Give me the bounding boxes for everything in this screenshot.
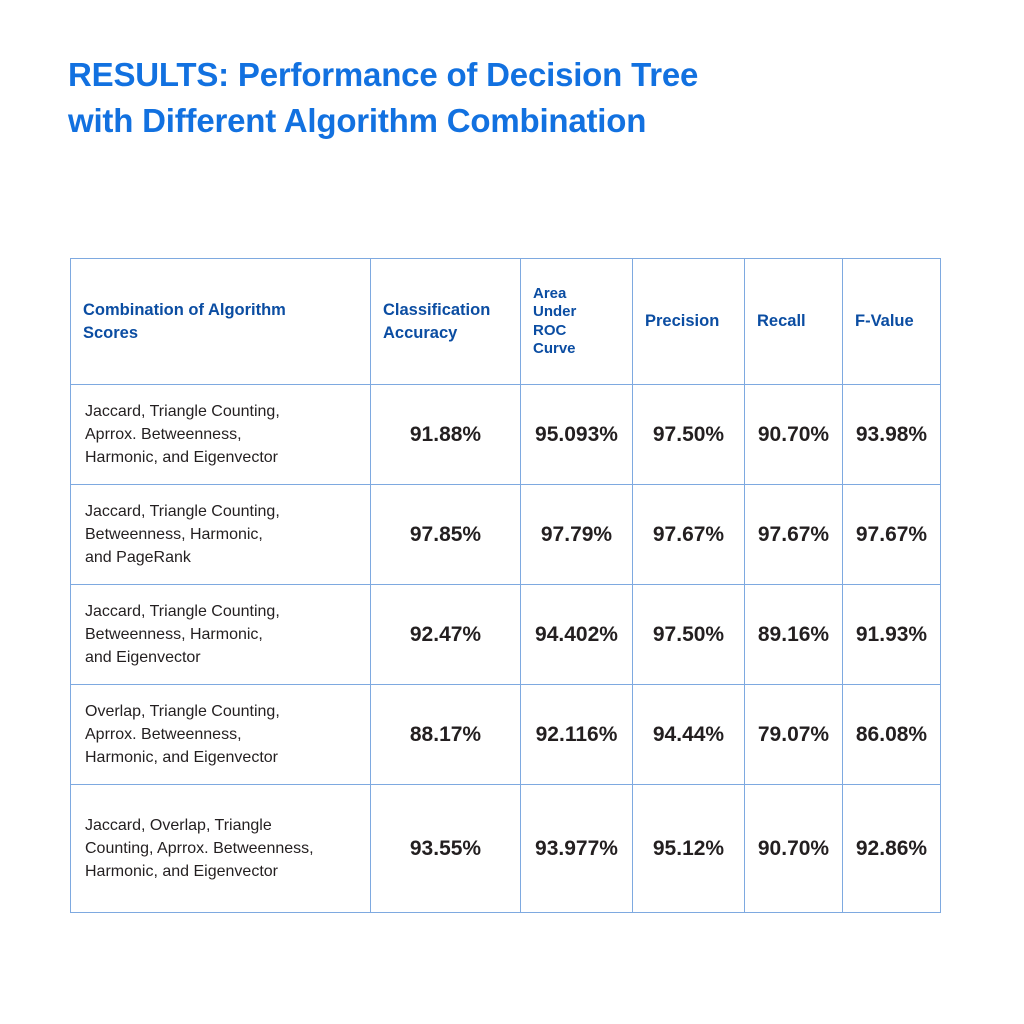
cell-fvalue: 93.98%	[843, 385, 941, 485]
column-header-auc-line-4: Curve	[533, 339, 576, 357]
cell-auc: 95.093%	[521, 385, 633, 485]
column-header-auc-line-1: Area	[533, 284, 567, 302]
table-body	[71, 385, 941, 913]
column-header-auc-line-2: Under	[533, 303, 577, 321]
row-label-line: Harmonic, and Eigenvector	[85, 863, 278, 881]
row-label-line: Counting, Aprrox. Betweenness,	[85, 839, 314, 857]
cell-fvalue: 91.93%	[843, 585, 941, 685]
row-label	[71, 785, 371, 913]
results-table-container	[70, 258, 940, 913]
page-title-line-1: RESULTS: Performance of Decision Tree	[68, 56, 699, 93]
cell-recall: 79.07%	[745, 685, 843, 785]
cell-precision: 95.12%	[633, 785, 745, 913]
row-label-line: and PageRank	[85, 549, 191, 567]
cell-auc: 93.977%	[521, 785, 633, 913]
row-label	[71, 485, 371, 585]
cell-fvalue: 86.08%	[843, 685, 941, 785]
column-header-accuracy-line-1: Classification	[383, 301, 491, 320]
cell-precision: 97.50%	[633, 585, 745, 685]
column-header-combination-line-2: Scores	[83, 323, 139, 342]
row-label-line: Harmonic, and Eigenvector	[85, 449, 278, 467]
row-label-line: Jaccard, Overlap, Triangle	[85, 816, 272, 834]
column-header-accuracy	[371, 259, 521, 385]
cell-recall: 90.70%	[745, 385, 843, 485]
table-row	[71, 785, 941, 913]
cell-accuracy: 88.17%	[371, 685, 521, 785]
cell-auc: 92.116%	[521, 685, 633, 785]
column-header-fvalue	[843, 259, 941, 385]
column-header-recall-label: Recall	[757, 312, 806, 330]
cell-recall: 89.16%	[745, 585, 843, 685]
cell-recall: 90.70%	[745, 785, 843, 913]
table-header-row	[71, 259, 941, 385]
cell-recall: 97.67%	[745, 485, 843, 585]
row-label-line: Jaccard, Triangle Counting,	[85, 602, 280, 620]
column-header-combination	[71, 259, 371, 385]
row-label-line: Betweenness, Harmonic,	[85, 525, 263, 543]
cell-precision: 97.67%	[633, 485, 745, 585]
cell-auc: 97.79%	[521, 485, 633, 585]
column-header-fvalue-label: F-Value	[855, 312, 914, 330]
table-row	[71, 385, 941, 485]
row-label-line: and Eigenvector	[85, 649, 201, 667]
column-header-combination-line-1: Combination of Algorithm	[83, 301, 286, 320]
row-label-line: Aprrox. Betweenness,	[85, 725, 242, 743]
row-label	[71, 585, 371, 685]
row-label	[71, 685, 371, 785]
cell-precision: 97.50%	[633, 385, 745, 485]
column-header-auc-line-3: ROC	[533, 321, 567, 339]
results-table	[70, 258, 941, 913]
column-header-auc	[521, 259, 633, 385]
page-title-line-2: with Different Algorithm Combination	[68, 101, 647, 139]
column-header-recall	[745, 259, 843, 385]
row-label	[71, 385, 371, 485]
column-header-precision-label: Precision	[645, 312, 720, 330]
page-title	[68, 52, 888, 143]
row-label-line: Betweenness, Harmonic,	[85, 625, 263, 643]
table-row	[71, 485, 941, 585]
cell-accuracy: 93.55%	[371, 785, 521, 913]
table-header	[71, 259, 941, 385]
cell-accuracy: 97.85%	[371, 485, 521, 585]
column-header-accuracy-line-2: Accuracy	[383, 323, 458, 342]
row-label-line: Jaccard, Triangle Counting,	[85, 402, 280, 420]
cell-accuracy: 91.88%	[371, 385, 521, 485]
table-row	[71, 585, 941, 685]
table-row	[71, 685, 941, 785]
column-header-precision	[633, 259, 745, 385]
row-label-line: Harmonic, and Eigenvector	[85, 749, 278, 767]
row-label-line: Jaccard, Triangle Counting,	[85, 502, 280, 520]
cell-fvalue: 92.86%	[843, 785, 941, 913]
cell-fvalue: 97.67%	[843, 485, 941, 585]
cell-accuracy: 92.47%	[371, 585, 521, 685]
row-label-line: Aprrox. Betweenness,	[85, 425, 242, 443]
cell-precision: 94.44%	[633, 685, 745, 785]
row-label-line: Overlap, Triangle Counting,	[85, 702, 280, 720]
cell-auc: 94.402%	[521, 585, 633, 685]
